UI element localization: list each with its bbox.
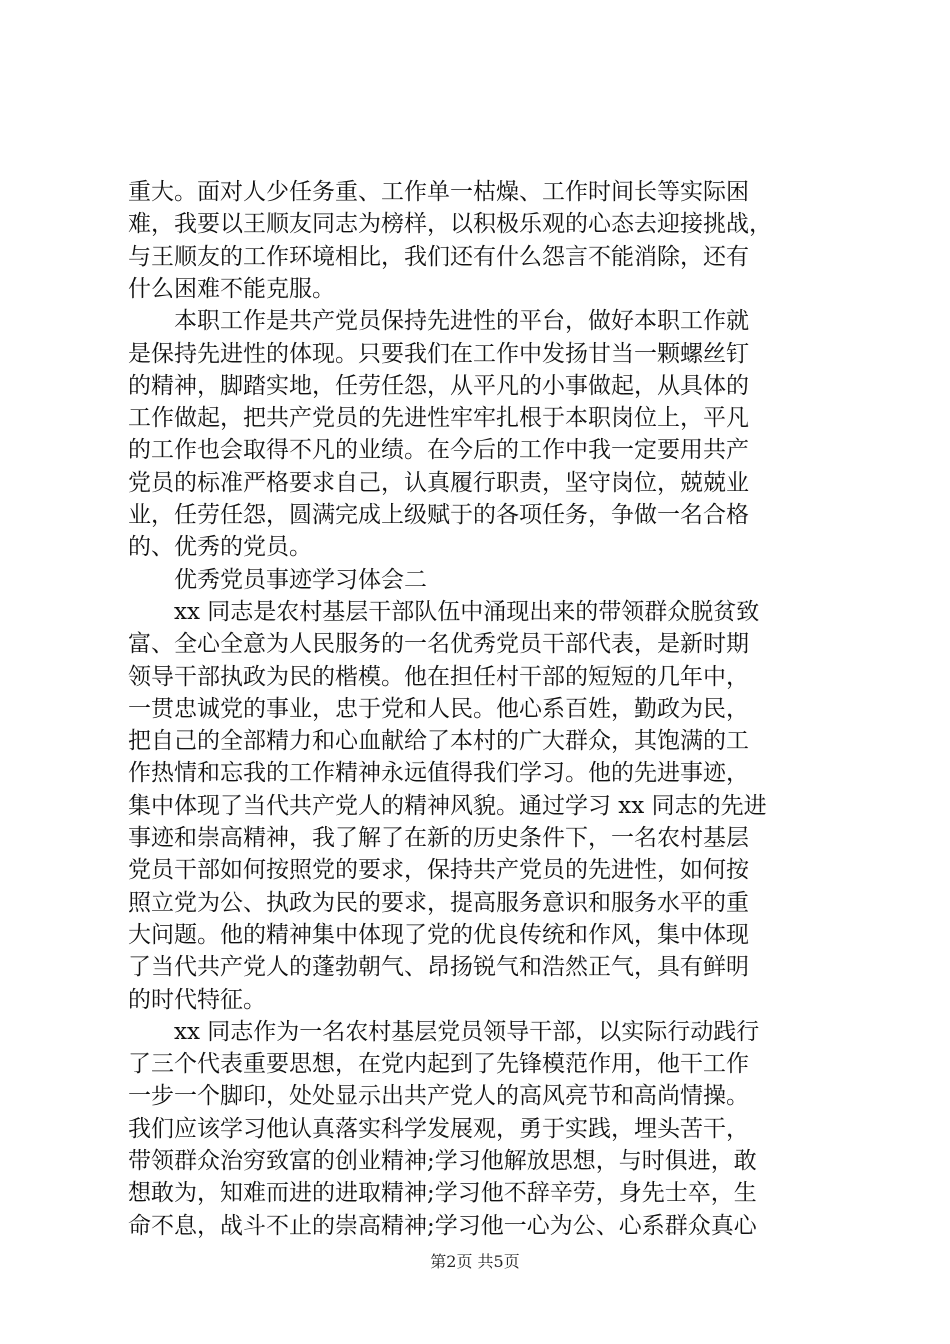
body-line: 集中体现了当代共产党人的精神风貌。通过学习 xx 同志的先进	[128, 793, 767, 819]
section-heading: 优秀党员事迹学习体会二	[174, 567, 427, 593]
body-line: 领导干部执政为民的楷模。他在担任村干部的短短的几年中，	[128, 664, 749, 690]
body-line: 的精神，脚踏实地，任劳任怨，从平凡的小事做起，从具体的	[128, 373, 749, 399]
body-line: 的工作也会取得不凡的业绩。在今后的工作中我一定要用共产	[128, 437, 749, 463]
body-line: 是保持先进性的体现。只要我们在工作中发扬甘当一颗螺丝钉	[128, 341, 749, 367]
body-line: 业，任劳任怨，圆满完成上级赋于的各项任务，争做一名合格	[128, 502, 749, 528]
body-line: 把自己的全部精力和心血献给了本村的广大群众，其饱满的工	[128, 728, 749, 754]
body-line: 一贯忠诚党的事业，忠于党和人民。他心系百姓，勤政为民，	[128, 696, 749, 722]
body-line: 党员的标准严格要求自己，认真履行职责，坚守岗位，兢兢业	[128, 470, 749, 496]
body-line: 难，我要以王顺友同志为榜样，以积极乐观的心态去迎接挑战，	[128, 211, 772, 237]
body-line: 与王顺友的工作环境相比，我们还有什么怨言不能消除，还有	[128, 244, 749, 270]
body-line: 的、优秀的党员。	[128, 534, 312, 560]
page-number-footer: 第2页 共5页	[430, 1252, 520, 1271]
body-line: 的时代特征。	[128, 987, 266, 1013]
body-line: 一步一个脚印，处处显示出共产党人的高风亮节和高尚情操。	[128, 1083, 749, 1109]
body-line: 工作做起，把共产党员的先进性牢牢扎根于本职岗位上，平凡	[128, 405, 749, 431]
body-line: 重大。面对人少任务重、工作单一枯燥、工作时间长等实际困	[128, 179, 749, 205]
body-line: 了当代共产党人的蓬勃朝气、昂扬锐气和浩然正气，具有鲜明	[128, 954, 749, 980]
paragraph-first-line: xx 同志是农村基层干部队伍中涌现出来的带领群众脱贫致	[174, 599, 760, 625]
body-line: 作热情和忘我的工作精神永远值得我们学习。他的先进事迹，	[128, 760, 749, 786]
body-line: 带领群众治穷致富的创业精神;学习他解放思想，与时俱进，敢	[128, 1148, 757, 1174]
paragraph-first-line: 本职工作是共产党员保持先进性的平台，做好本职工作就	[174, 308, 749, 334]
body-line: 事迹和崇高精神，我了解了在新的历史条件下，一名农村基层	[128, 825, 749, 851]
body-line: 党员干部如何按照党的要求，保持共产党员的先进性，如何按	[128, 857, 749, 883]
body-line: 大问题。他的精神集中体现了党的优良传统和作风，集中体现	[128, 922, 749, 948]
body-line: 命不息，战斗不止的崇高精神;学习他一心为公、心系群众真心	[128, 1213, 757, 1239]
body-line: 想敢为，知难而进的进取精神;学习他不辞辛劳，身先士卒，生	[128, 1180, 757, 1206]
body-line: 照立党为公、执政为民的要求，提高服务意识和服务水平的重	[128, 890, 749, 916]
body-line: 什么困难不能克服。	[128, 276, 335, 302]
body-line: 了三个代表重要思想，在党内起到了先锋模范作用，他干工作	[128, 1051, 749, 1077]
body-line: 富、全心全意为人民服务的一名优秀党员干部代表，是新时期	[128, 631, 749, 657]
body-line: 我们应该学习他认真落实科学发展观，勇于实践，埋头苦干，	[128, 1116, 749, 1142]
paragraph-first-line: xx 同志作为一名农村基层党员领导干部，以实际行动践行	[174, 1019, 760, 1045]
